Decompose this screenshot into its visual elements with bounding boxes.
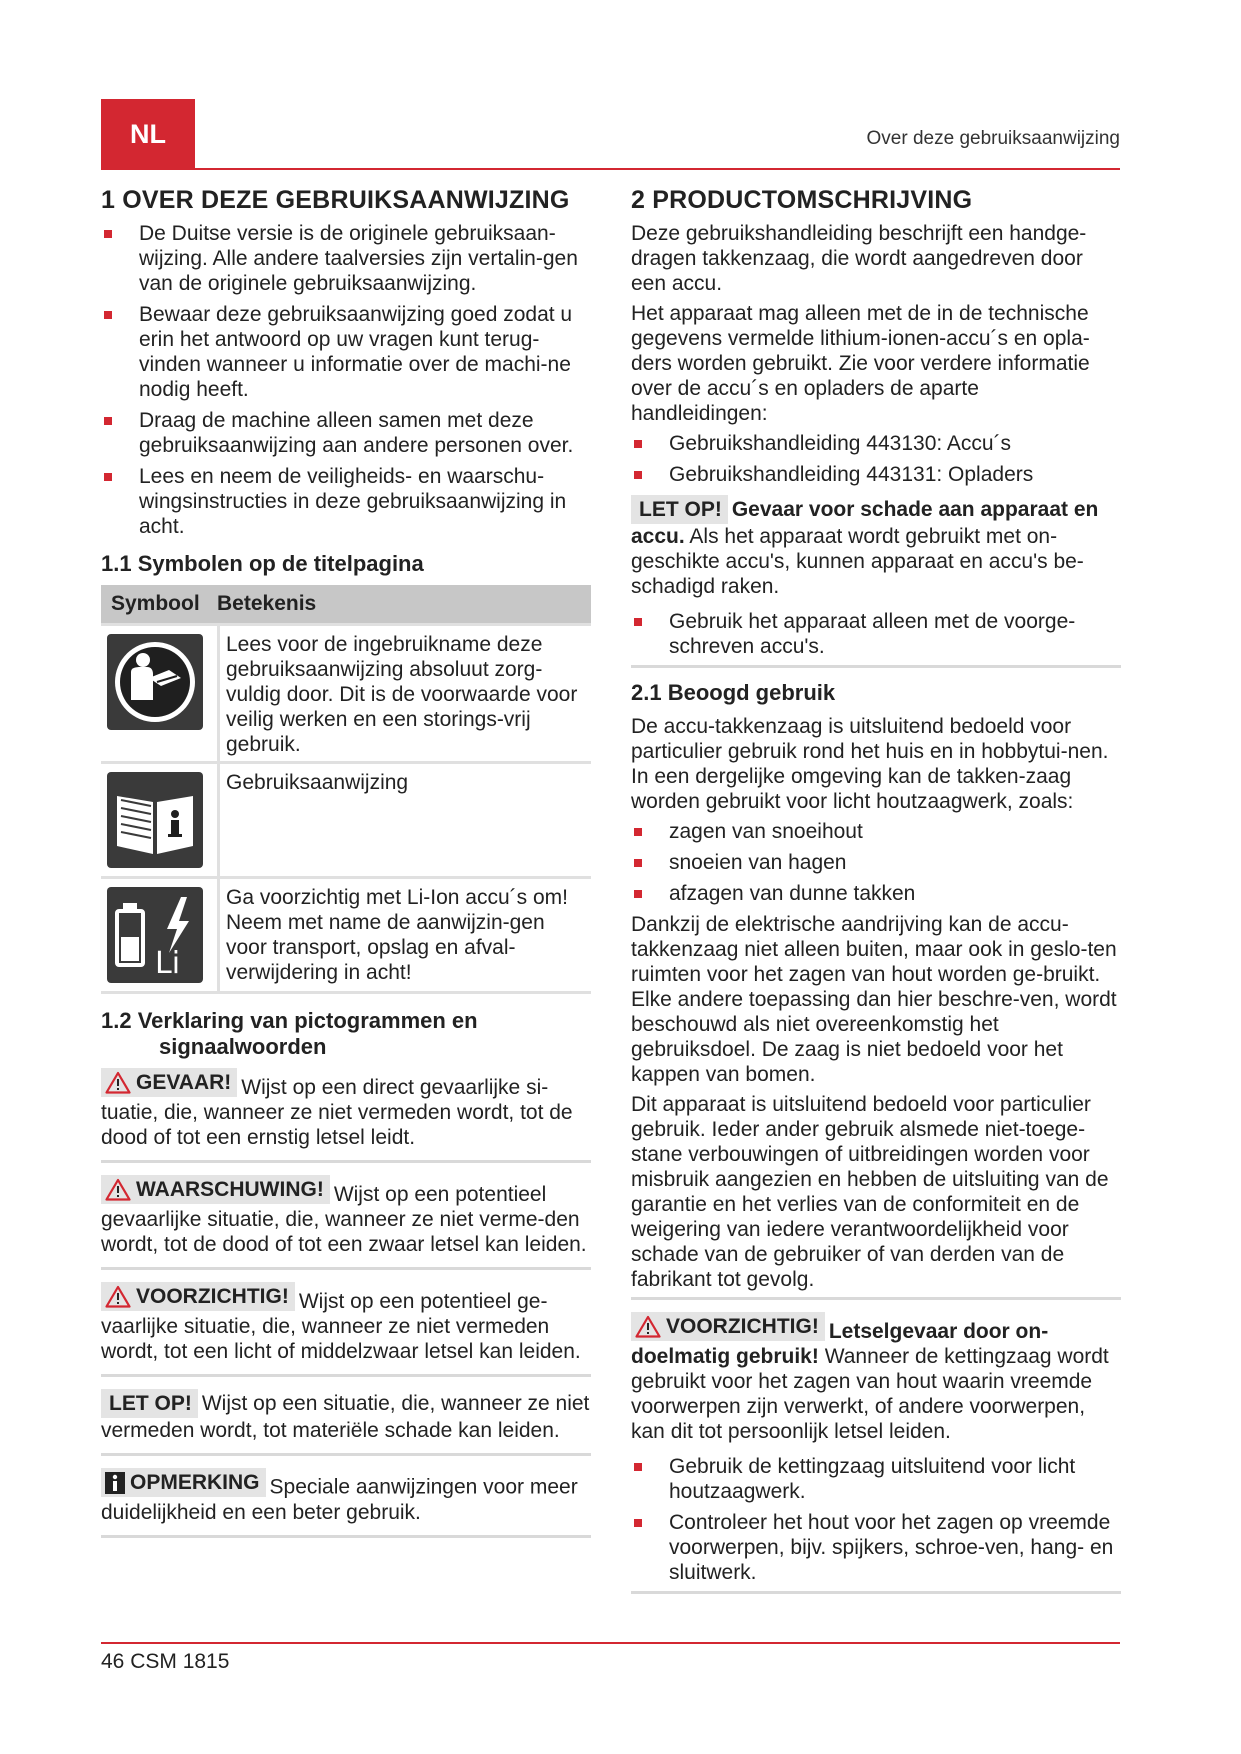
meaning-cell: Ga voorzichtig met Li-Ion accu´s om! Neem met name de aanwijzin-gen voor transport, opslag en afval-verwijdering in acht!: [217, 876, 591, 994]
bullet-square-icon: [104, 417, 112, 425]
section-2-title: 2 PRODUCTOMSCHRIJVING: [631, 186, 973, 214]
bullet-square-icon: [634, 440, 642, 448]
list-item: Gebruikshandleiding 443130: Accu´s: [631, 431, 1121, 456]
symbols-table: [101, 585, 591, 994]
symbol-cell: [101, 623, 217, 761]
right-column: [631, 186, 1121, 1606]
notice-label: LET OP!: [101, 1389, 198, 1418]
notice-remark: OPMERKING Speciale aanwijzingen voor meer duidelijkheid en een beter gebruik.: [101, 1468, 591, 1525]
table-header-meaning: Betekenis: [217, 585, 591, 623]
list-item: afzagen van dunne takken: [631, 881, 1121, 906]
list-item: Draag de machine alleen samen met deze gebruiksaanwijzing aan andere personen over.: [101, 408, 591, 458]
notice-list: [631, 1454, 1121, 1585]
bullet-square-icon: [634, 1519, 642, 1527]
notice-heading: Letselgevaar door on-doelmatig gebruik!: [631, 1320, 1049, 1368]
list-item: Gebruik de kettingzaag uitsluitend voor licht houtzaagwerk.: [631, 1454, 1121, 1504]
notice-label: VOORZICHTIG!: [101, 1282, 295, 1311]
bullet-square-icon: [104, 473, 112, 481]
table-row: [101, 876, 591, 994]
section-1-list: [101, 221, 591, 539]
list-item: Gebruik het apparaat alleen met de voorge-schreven accu's.: [631, 609, 1121, 659]
notice-divider: [631, 1591, 1121, 1594]
notice-label: OPMERKING: [101, 1468, 266, 1497]
list-item: Controleer het hout voor het zagen op vreemde voorwerpen, bijv. spijkers, schroe-ven, hang- en sluitwerk.: [631, 1510, 1121, 1585]
notice-caution: VOORZICHTIG! Wijst op een potentieel ge-vaarlijke situatie, die, wanneer ze niet vermeden wordt, tot een licht of middelzwaar letsel kan leiden.: [101, 1282, 591, 1364]
section-2-1-list: [631, 819, 1121, 906]
bullet-square-icon: [634, 828, 642, 836]
manual-info-book-icon: [107, 772, 203, 868]
section-1-2-title: 1.2 Verklaring van pictogrammen en signaalwoorden: [101, 1008, 478, 1059]
symbol-cell: [101, 761, 217, 876]
table-row: [101, 623, 591, 761]
notice-label: GEVAAR!: [101, 1068, 237, 1097]
notice-attention: LET OP! Wijst op een situatie, die, wanneer ze niet vermeden wordt, tot materiële schade kan leiden.: [101, 1389, 591, 1443]
section-2-1-paragraph: Dit apparaat is uitsluitend bedoeld voor particulier gebruik. Ieder ander gebruik alsmede niet-toege-stane verbouwingen of uitbreidingen worden voor misbruik aangezien en hebben de uitsluiting van de garantie en het verlies van de conformiteit en de weigering van iedere verantwoordelijkheid voor schade van de gebruiker of van derden van de fabrikant tot gevolg.: [631, 1093, 1109, 1291]
meaning-cell: Gebruiksaanwijzing: [217, 761, 591, 876]
li-text-label: Li: [155, 946, 181, 981]
notice-label: VOORZICHTIG!: [631, 1312, 825, 1341]
notice-divider: [631, 665, 1121, 668]
notice-caution-misuse: VOORZICHTIG! Letselgevaar door on-doelmatig gebruik! Wanneer de kettingzaag wordt gebruikt voor het zagen van hout waarin vreemde voorwerpen zijn verwerkt, of andere voorwerpen, kan dit tot persoonlijk letsel leiden.: [631, 1312, 1121, 1444]
list-item: snoeien van hagen: [631, 850, 1121, 875]
notice-heading: Gevaar voor schade aan apparaat en accu.: [631, 498, 1099, 548]
notice-label: WAARSCHUWING!: [101, 1175, 330, 1204]
list-item: De Duitse versie is de originele gebruiksaan-wijzing. Alle andere taalversies zijn vertalin-gen van de originele gebruiksaanwijzing.: [101, 221, 591, 296]
warning-triangle-icon: [105, 1071, 131, 1094]
bullet-square-icon: [104, 230, 112, 238]
table-header-symbol: Symbool: [101, 585, 217, 623]
read-manual-icon: [107, 634, 203, 730]
notice-label: LET OP!: [631, 495, 728, 524]
section-2-1-paragraph: Dankzij de elektrische aandrijving kan de accu-takkenzaag niet alleen buiten, maar ook in geslo-ten ruimten voor het zagen van hout worden ge-bruikt. Elke andere toepassing dan hier beschre-ven, wordt beschouwd als niet overeenkomstig het gebruiksdoel. De zaag is niet bedoeld voor het kappen van bomen.: [631, 913, 1117, 1086]
section-1-1-title: 1.1 Symbolen op de titelpagina: [101, 551, 424, 576]
meaning-cell: Lees voor de ingebruikname deze gebruiksaanwijzing absoluut zorg-vuldig door. Dit is de voorwaarde voor veilig werken en een storings-vrij gebruik.: [217, 623, 591, 761]
notice-divider: [101, 1160, 591, 1163]
notice-divider: [101, 1267, 591, 1270]
section-2-1-intro: De accu-takkenzaag is uitsluitend bedoeld voor particulier gebruik rond het huis en in hobbytui-nen. In een dergelijke omgeving kan de takken-zaag worden gebruikt voor licht houtzaagwerk, zoals:: [631, 715, 1109, 813]
symbol-cell: [101, 876, 217, 994]
section-1-title: 1 OVER DEZE GEBRUIKSAANWIJZING: [101, 186, 570, 214]
left-column: [101, 186, 591, 1550]
section-2-intro: Deze gebruikshandleiding beschrijft een handge-dragen takkenzaag, die wordt aangedreven door een accu.: [631, 222, 1087, 295]
notice-divider: [101, 1453, 591, 1456]
bullet-square-icon: [104, 311, 112, 319]
notice-divider: [101, 1535, 591, 1538]
notice-warning: WAARSCHUWING! Wijst op een potentieel gevaarlijke situatie, die, wanneer ze niet verme-den wordt, tot de dood of tot een zwaar letsel kan leiden.: [101, 1175, 591, 1257]
notice-divider: [631, 1297, 1121, 1300]
section-2-list: [631, 431, 1121, 487]
warning-triangle-icon: [105, 1178, 131, 1201]
bullet-square-icon: [634, 471, 642, 479]
list-item: Lees en neem de veiligheids- en waarschu-wingsinstructies in deze gebruiksaanwijzing in acht.: [101, 464, 591, 539]
bullet-square-icon: [634, 859, 642, 867]
header-rule: [101, 168, 1120, 170]
info-icon: [105, 1472, 125, 1494]
notice-list: [631, 609, 1121, 659]
warning-triangle-icon: [635, 1315, 661, 1338]
footer-rule: [101, 1642, 1120, 1644]
table-row: [101, 761, 591, 876]
notice-attention-device: LET OP! Gevaar voor schade aan apparaat en accu. Als het apparaat wordt gebruikt met on-geschikte accu's, kunnen apparaat en accu's be-schadigd raken.: [631, 495, 1121, 599]
bullet-square-icon: [634, 890, 642, 898]
list-item: Bewaar deze gebruiksaanwijzing goed zodat u erin het antwoord op uw vragen kunt terug-vinden wanneer u informatie over de machi-ne nodig heeft.: [101, 302, 591, 402]
notice-divider: [101, 1374, 591, 1377]
section-2-paragraph: Het apparaat mag alleen met de in de technische gegevens vermelde lithium-ionen-accu´s en opla-ders worden gebruikt. Zie voor verdere informatie over de accu´s en opladers de aparte handleidingen:: [631, 302, 1090, 425]
page-footer: 46 CSM 1815: [101, 1650, 230, 1673]
list-item: Gebruikshandleiding 443131: Opladers: [631, 462, 1121, 487]
section-2-1-title: 2.1 Beoogd gebruik: [631, 680, 836, 705]
running-header-title: Over deze gebruiksaanwijzing: [866, 128, 1120, 149]
bullet-square-icon: [634, 1463, 642, 1471]
language-badge: NL: [101, 99, 195, 169]
bullet-square-icon: [634, 618, 642, 626]
warning-triangle-icon: [105, 1285, 131, 1308]
notice-danger: GEVAAR! Wijst op een direct gevaarlijke si-tuatie, die, wanneer ze niet vermeden wordt, tot de dood of tot een ernstig letsel leidt.: [101, 1068, 591, 1150]
list-item: zagen van snoeihout: [631, 819, 1121, 844]
li-ion-battery-icon: [107, 887, 203, 983]
